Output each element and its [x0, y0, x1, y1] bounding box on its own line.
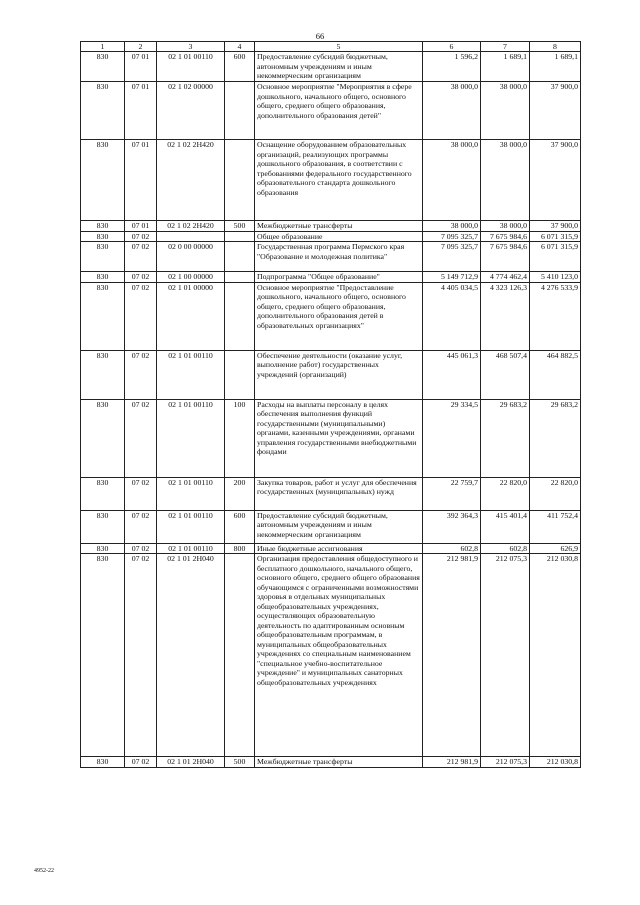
cell-amount-3: 626,9: [530, 543, 581, 554]
cell-expense-type: [225, 82, 255, 140]
cell-expense-type: [225, 282, 255, 350]
cell-section-code: 07 02: [125, 242, 157, 272]
cell-amount-2: 4 774 462,4: [481, 272, 530, 283]
cell-expense-type: [225, 272, 255, 283]
cell-target-code: 02 1 01 00110: [157, 477, 225, 510]
cell-section-code: 07 01: [125, 82, 157, 140]
header-col-6: 6: [423, 42, 481, 52]
cell-description: Оснащение оборудованием образовательных организаций, реализующих программы дошкольного образования, в соответствии с требованиями федерального государственного образовательного стандарта дошкольного образования: [255, 140, 423, 221]
cell-amount-3: 4 276 533,9: [530, 282, 581, 350]
cell-expense-type: 500: [225, 221, 255, 232]
cell-amount-1: 38 000,0: [423, 82, 481, 140]
cell-admin-code: 830: [81, 477, 125, 510]
cell-amount-1: 7 095 325,7: [423, 231, 481, 242]
cell-admin-code: 830: [81, 140, 125, 221]
cell-description: Закупка товаров, работ и услуг для обеспечения государственных (муниципальных) нужд: [255, 477, 423, 510]
header-col-5: 5: [255, 42, 423, 52]
cell-section-code: 07 02: [125, 272, 157, 283]
table-row: [81, 399, 581, 477]
table-row: [81, 140, 581, 221]
table-row: [81, 231, 581, 242]
cell-admin-code: 830: [81, 272, 125, 283]
cell-admin-code: 830: [81, 350, 125, 399]
cell-amount-2: 29 683,2: [481, 399, 530, 477]
cell-section-code: 07 02: [125, 543, 157, 554]
cell-amount-2: 22 820,0: [481, 477, 530, 510]
cell-description: Обеспечение деятельности (оказание услуг, выполнение работ) государственных учреждений (организаций): [255, 350, 423, 399]
cell-amount-3: 1 689,1: [530, 52, 581, 82]
cell-amount-3: 6 071 315,9: [530, 242, 581, 272]
cell-expense-type: [225, 231, 255, 242]
cell-amount-1: 22 759,7: [423, 477, 481, 510]
cell-amount-1: 212 981,9: [423, 757, 481, 768]
cell-amount-3: 212 030,8: [530, 554, 581, 757]
cell-amount-3: 22 820,0: [530, 477, 581, 510]
cell-expense-type: [225, 350, 255, 399]
cell-amount-3: 212 030,8: [530, 757, 581, 768]
table-row: [81, 272, 581, 283]
cell-amount-3: 29 683,2: [530, 399, 581, 477]
cell-section-code: 07 01: [125, 140, 157, 221]
cell-amount-1: 445 061,3: [423, 350, 481, 399]
cell-description: Предоставление субсидий бюджетным, автономным учреждениям и иным некоммерческим организациям: [255, 52, 423, 82]
cell-section-code: 07 02: [125, 231, 157, 242]
table-row: [81, 757, 581, 768]
cell-description: Иные бюджетные ассигнования: [255, 543, 423, 554]
header-col-2: 2: [125, 42, 157, 52]
table-header: [81, 42, 581, 52]
cell-target-code: [157, 231, 225, 242]
cell-amount-2: 38 000,0: [481, 140, 530, 221]
cell-target-code: 02 1 02 2Н420: [157, 140, 225, 221]
header-col-7: 7: [481, 42, 530, 52]
cell-admin-code: 830: [81, 231, 125, 242]
cell-target-code: 02 1 01 2Н040: [157, 554, 225, 757]
cell-amount-2: 38 000,0: [481, 221, 530, 232]
cell-expense-type: 800: [225, 543, 255, 554]
cell-description: Межбюджетные трансферты: [255, 221, 423, 232]
cell-amount-3: 5 410 123,0: [530, 272, 581, 283]
cell-amount-3: 37 900,0: [530, 140, 581, 221]
cell-admin-code: 830: [81, 554, 125, 757]
cell-admin-code: 830: [81, 510, 125, 543]
cell-amount-2: 468 507,4: [481, 350, 530, 399]
cell-amount-1: 7 095 325,7: [423, 242, 481, 272]
cell-section-code: 07 02: [125, 282, 157, 350]
cell-admin-code: 830: [81, 221, 125, 232]
cell-amount-1: 392 364,3: [423, 510, 481, 543]
cell-section-code: 07 02: [125, 554, 157, 757]
cell-amount-3: 411 752,4: [530, 510, 581, 543]
cell-amount-3: 37 900,0: [530, 221, 581, 232]
cell-admin-code: 830: [81, 399, 125, 477]
cell-section-code: 07 02: [125, 757, 157, 768]
cell-amount-2: 4 323 126,3: [481, 282, 530, 350]
cell-target-code: 02 1 02 2Н420: [157, 221, 225, 232]
cell-amount-2: 415 401,4: [481, 510, 530, 543]
cell-description: Общее образование: [255, 231, 423, 242]
cell-expense-type: 500: [225, 757, 255, 768]
cell-target-code: 02 1 02 00000: [157, 82, 225, 140]
table-row: [81, 554, 581, 757]
cell-expense-type: [225, 242, 255, 272]
cell-admin-code: 830: [81, 82, 125, 140]
cell-amount-2: 1 689,1: [481, 52, 530, 82]
cell-section-code: 07 02: [125, 399, 157, 477]
page-number: 66: [315, 31, 325, 41]
budget-table: [80, 41, 581, 768]
cell-amount-1: 29 334,5: [423, 399, 481, 477]
cell-amount-2: 602,8: [481, 543, 530, 554]
cell-amount-1: 1 596,2: [423, 52, 481, 82]
cell-admin-code: 830: [81, 543, 125, 554]
cell-amount-1: 4 405 034,5: [423, 282, 481, 350]
cell-expense-type: 200: [225, 477, 255, 510]
cell-admin-code: 830: [81, 242, 125, 272]
cell-target-code: 02 0 00 00000: [157, 242, 225, 272]
cell-expense-type: 600: [225, 510, 255, 543]
table-row: [81, 282, 581, 350]
cell-target-code: 02 1 01 00000: [157, 282, 225, 350]
cell-section-code: 07 01: [125, 221, 157, 232]
cell-amount-1: 602,8: [423, 543, 481, 554]
cell-target-code: 02 1 01 00110: [157, 510, 225, 543]
cell-section-code: 07 02: [125, 510, 157, 543]
cell-description: Предоставление субсидий бюджетным, автономным учреждениям и иным некоммерческим организациям: [255, 510, 423, 543]
cell-expense-type: 600: [225, 52, 255, 82]
cell-amount-2: 212 075,3: [481, 554, 530, 757]
cell-admin-code: 830: [81, 757, 125, 768]
header-col-4: 4: [225, 42, 255, 52]
cell-amount-2: 7 675 984,6: [481, 231, 530, 242]
cell-amount-2: 7 675 984,6: [481, 242, 530, 272]
table-row: [81, 543, 581, 554]
cell-amount-1: 5 149 712,9: [423, 272, 481, 283]
cell-admin-code: 830: [81, 52, 125, 82]
table-row: [81, 242, 581, 272]
header-col-1: 1: [81, 42, 125, 52]
cell-target-code: 02 1 01 2Н040: [157, 757, 225, 768]
header-col-3: 3: [157, 42, 225, 52]
cell-target-code: 02 1 01 00110: [157, 399, 225, 477]
cell-amount-3: 37 900,0: [530, 82, 581, 140]
cell-amount-1: 38 000,0: [423, 221, 481, 232]
cell-description: Государственная программа Пермского края "Образование и молодежная политика": [255, 242, 423, 272]
cell-amount-3: 6 071 315,9: [530, 231, 581, 242]
cell-amount-1: 212 981,9: [423, 554, 481, 757]
header-row: [81, 42, 581, 52]
cell-target-code: 02 1 01 00110: [157, 543, 225, 554]
cell-amount-1: 38 000,0: [423, 140, 481, 221]
cell-target-code: 02 1 01 00110: [157, 350, 225, 399]
table-body: [81, 52, 581, 768]
cell-section-code: 07 02: [125, 350, 157, 399]
cell-description: Межбюджетные трансферты: [255, 757, 423, 768]
table-row: [81, 477, 581, 510]
cell-description: Подпрограмма "Общее образование": [255, 272, 423, 283]
table-row: [81, 510, 581, 543]
cell-amount-2: 212 075,3: [481, 757, 530, 768]
cell-expense-type: [225, 140, 255, 221]
cell-description: Организация предоставления общедоступного и бесплатного дошкольного, начального общего, основного общего, среднего общего образования обучающимся с ограниченными возможностями здоровья в отдельных муниципальных общеобразовательных учреждениях, осуществляющих образовательную деятельность по адаптированным основным общеобразовательным программам, в муниципальных общеобразовательных учреждениях со специальным наименованием "специальное учебно-воспитательное учреждение" и муниципальных санаторных общеобразовательных учреждениях: [255, 554, 423, 757]
cell-target-code: 02 1 00 00000: [157, 272, 225, 283]
header-col-8: 8: [530, 42, 581, 52]
cell-section-code: 07 02: [125, 477, 157, 510]
cell-section-code: 07 01: [125, 52, 157, 82]
table-row: [81, 350, 581, 399]
cell-amount-2: 38 000,0: [481, 82, 530, 140]
table-row: [81, 52, 581, 82]
cell-expense-type: [225, 554, 255, 757]
footer-code: 4952-22: [34, 868, 54, 874]
table-row: [81, 82, 581, 140]
cell-target-code: 02 1 01 00110: [157, 52, 225, 82]
table-row: [81, 221, 581, 232]
cell-amount-3: 464 882,5: [530, 350, 581, 399]
cell-admin-code: 830: [81, 282, 125, 350]
cell-description: Основное мероприятие "Мероприятия в сфере дошкольного, начального общего, основного общего, среднего общего образования, дополнительного образования детей": [255, 82, 423, 140]
cell-description: Расходы на выплаты персоналу в целях обеспечения выполнения функций государственными (муниципальными) органами, казенными учреждениями, органами управления государственными внебюджетными фондами: [255, 399, 423, 477]
cell-description: Основное мероприятие "Предоставление дошкольного, начального общего, основного общего, среднего общего образования, дополнительного образования детей в образовательных организациях": [255, 282, 423, 350]
cell-expense-type: 100: [225, 399, 255, 477]
